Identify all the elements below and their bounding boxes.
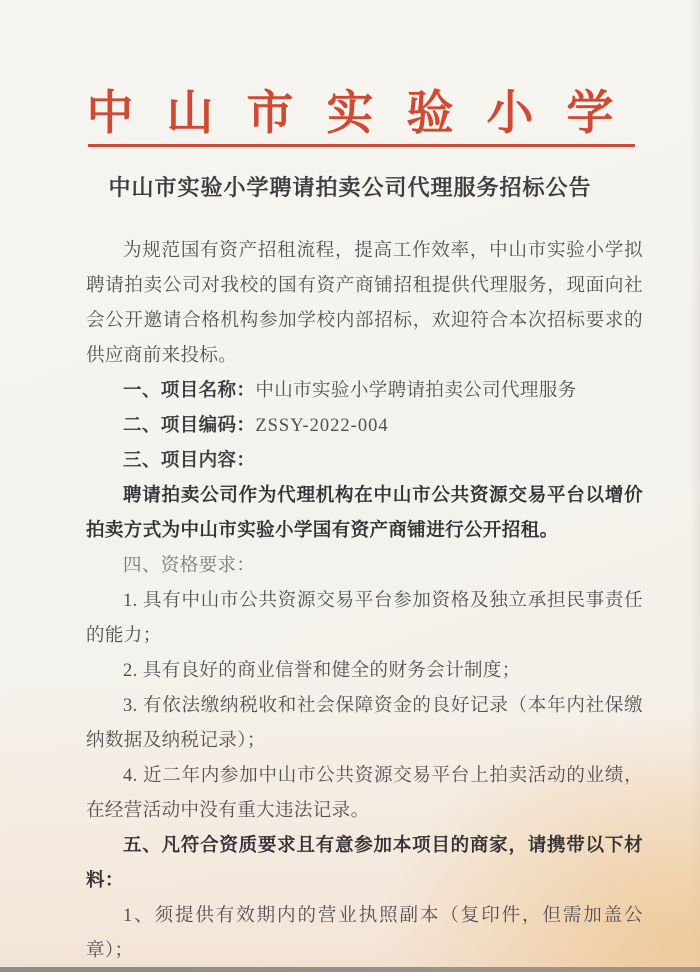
- project-name-value: 中山市实验小学聘请拍卖公司代理服务: [255, 381, 577, 401]
- project-content-paragraph: 聘请拍卖公司作为代理机构在中山市公共资源交易平台以增价拍卖方式为中山市实验小学国有资产商铺进行公开招租。: [86, 486, 643, 541]
- school-name-title: 中山市实验小学: [86, 88, 647, 140]
- scan-bottom-edge: [0, 967, 700, 972]
- qualification-heading: 四、资格要求：: [123, 556, 256, 576]
- project-name-label: 一、项目名称：: [123, 381, 256, 401]
- project-content-heading: [86, 444, 643, 479]
- intro-paragraph: 为规范国有资产招租流程，提高工作效率，中山市实验小学拟聘请拍卖公司对我校的国有资产商铺招租提供代理服务，现面向社会公开邀请合格机构参加学校内部招标，欢迎符合本次招标要求的供应商前来投标。: [86, 241, 643, 366]
- announcement-title: 中山市实验小学聘请拍卖公司代理服务招标公告: [108, 175, 592, 200]
- project-name-line: [86, 374, 643, 409]
- announcement-body: [86, 234, 643, 969]
- qualification-item-2: 2. 具有良好的商业信誉和健全的财务会计制度；: [123, 661, 521, 681]
- project-code-label: 二、项目编码：: [123, 416, 256, 436]
- materials-item-1: 1、须提供有效期内的营业执照副本（复印件，但需加盖公章）；: [86, 906, 643, 961]
- masthead-divider-rule: [88, 144, 635, 147]
- project-code-value: ZSSY-2022-004: [255, 416, 389, 436]
- project-code-line: [86, 409, 643, 444]
- materials-heading: 五、凡符合资质要求且有意参加本项目的商家，请携带以下材料：: [86, 836, 643, 891]
- qualification-item-3: 3. 有依法缴纳税收和社会保障资金的良好记录（本年内社保缴纳数据及纳税记录）；: [86, 696, 643, 751]
- project-content-label: 三、项目内容：: [123, 451, 256, 471]
- masthead: [0, 76, 700, 143]
- qualification-item-1: 1. 具有中山市公共资源交易平台参加资格及独立承担民事责任的能力；: [86, 591, 643, 646]
- qualification-item-4: 4. 近二年内参加中山市公共资源交易平台上拍卖活动的业绩，在经营活动中没有重大违法记录。: [86, 766, 643, 821]
